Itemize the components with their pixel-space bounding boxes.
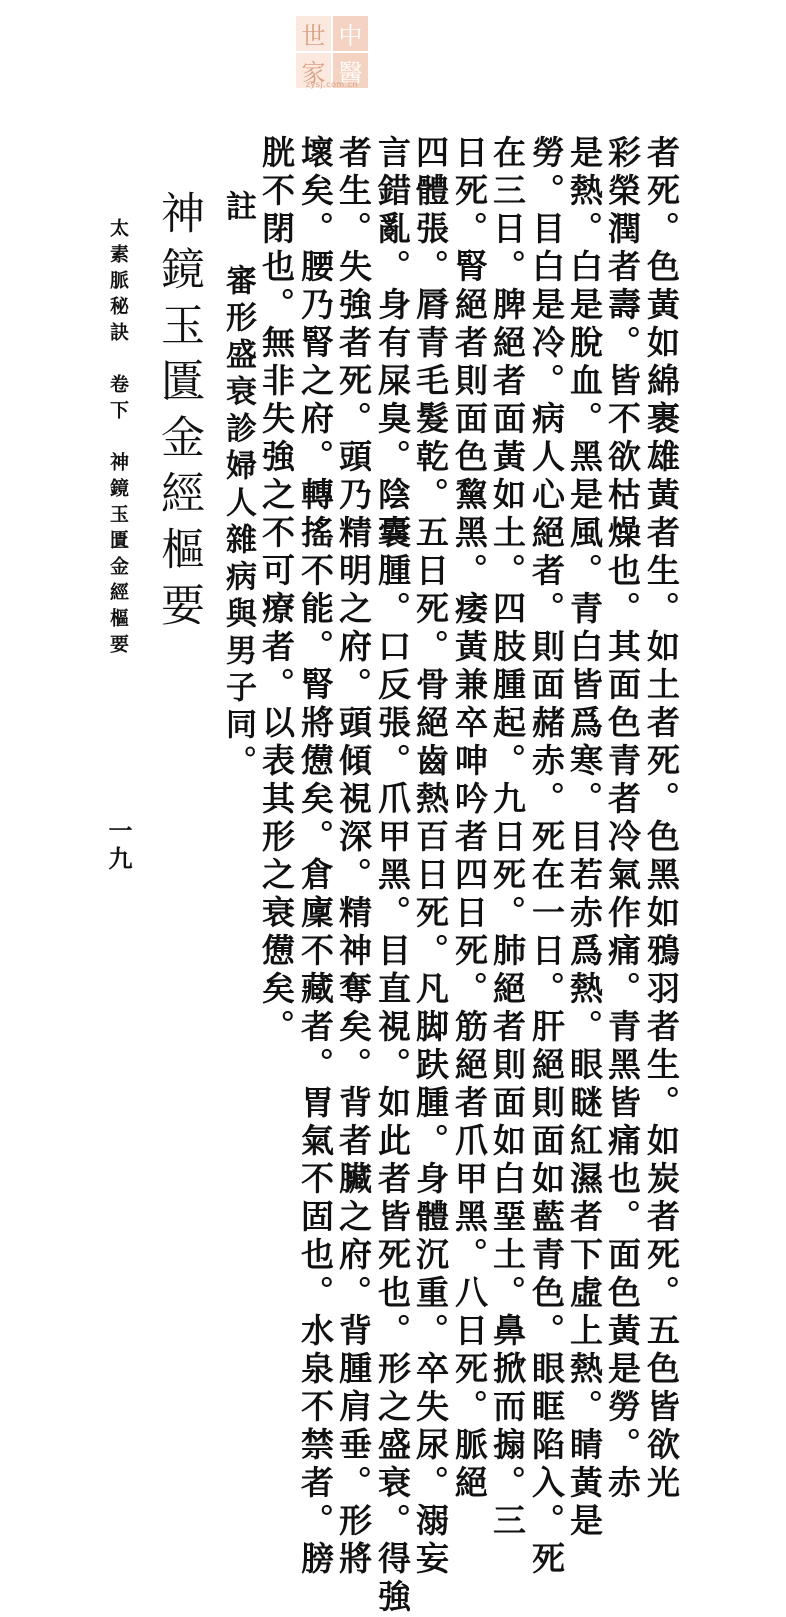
annotation-column: 註 審形盛衰診婦人雜病與男子同。: [220, 190, 256, 782]
section-title: 神鏡玉匱金經樞要: [153, 190, 204, 638]
text-column: 言錯亂。身有屎臭。陰囊腫。口反張。爪甲黑。目直視。如此者皆死也。形之盛衰。得強: [373, 135, 412, 1617]
stamp-char: 中: [333, 16, 368, 51]
text-column: 勞。目白是冷。病人心絕者。則面赭赤。死在一日。肝絕則面如藍青色。眼眶陷入。死: [527, 135, 566, 1579]
text-column: 彩榮潤者壽。皆不欲枯燥也。其面色青者冷氣作痛。青黑皆痛也。面色黃是勞。赤: [603, 135, 642, 1503]
text-column: 四體張。脣青毛髮乾。五日死。骨絕齒熱百日死。凡脚趺腫。身體沉重。卒失尿。溺妄: [411, 135, 450, 1579]
stamp-char: 醫: [333, 53, 368, 88]
stamp-char: 世: [296, 16, 331, 51]
text-column: 者死。色黃如綿裹雄黃者生。如土者死。色黑如鴉羽者生。如炭者死。五色皆欲光: [642, 135, 681, 1503]
stamp-char: 家: [296, 53, 331, 88]
text-column: 在三日。脾絕者面黃如土。四肢腫起。九日死。肺絕者則面如白堊土。鼻掀而搧。三: [488, 135, 527, 1541]
text-column: 壞矣。腰乃腎之府。轉搖不能。腎將憊矣。倉廩不藏者。胃氣不固也。水泉不禁者。膀: [296, 135, 335, 1579]
page-number: 一九: [104, 818, 133, 874]
text-column: 是熱。白是脫血。黑是風。青白皆爲寒。目若赤爲熱。眼瞇紅濕者下虛上熱。睛黃是: [565, 135, 604, 1541]
text-column: 胱不閉也。無非失強之不可療者。以表其形之衰憊矣。: [257, 135, 296, 1047]
watermark-stamp: [296, 16, 368, 89]
text-column: 者生。失強者死。頭乃精明之府。頭傾視深。精神奪矣。背者臟之府。背腫肩垂。形將: [334, 135, 373, 1579]
margin-header: 太素脈秘訣 卷下 神鏡玉匱金經樞要: [107, 218, 129, 660]
watermark-url: zysj.com.cn: [305, 80, 359, 89]
text-column: 日死。腎絕者則面色黧黑。痿黃兼卒呻吟者四日死。筋絕者爪甲黑。八日死。脈絕: [450, 135, 489, 1503]
